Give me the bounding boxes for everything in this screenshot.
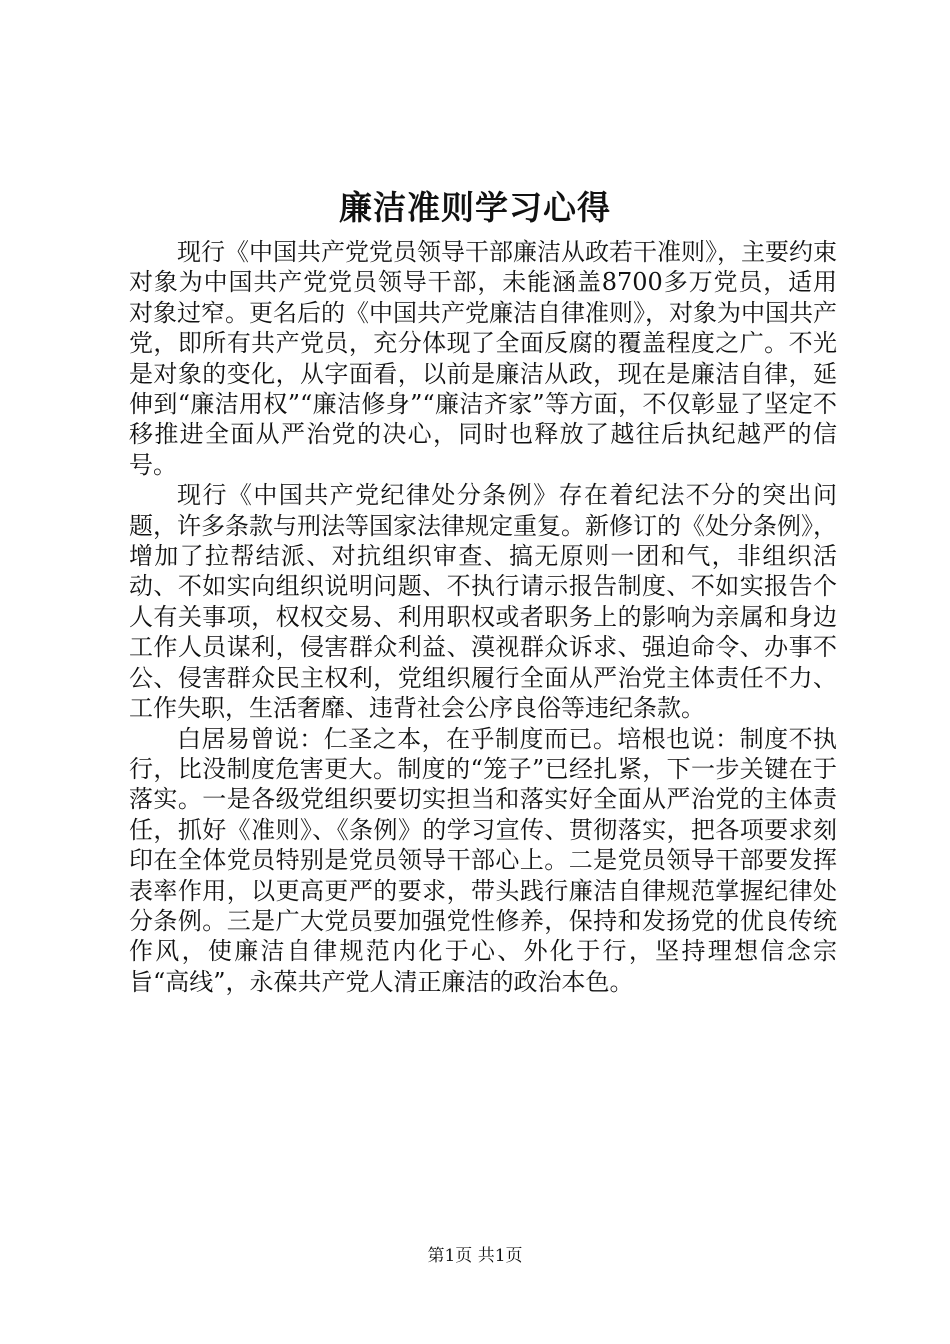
document-title: 廉洁准则学习心得	[339, 188, 611, 227]
document-body	[129, 237, 837, 997]
page-number-footer: 第1页 共1页	[427, 1246, 523, 1266]
paragraph-2: 现行《中国共产党纪律处分条例》存在着纪法不分的突出问题，许多条款与刑法等国家法律规定重复。新修订的《处分条例》，增加了拉帮结派、对抗组织审查、搞无原则一团和气，非组织活动、不如实向组织说明问题、不执行请示报告制度、不如实报告个人有关事项，权权交易、利用职权或者职务上的影响为亲属和身边工作人员谋利，侵害群众利益、漠视群众诉求、强迫命令、办事不公、侵害群众民主权利，党组织履行全面从严治党主体责任不力、工作失职，生活奢靡、违背社会公序良俗等违纪条款。	[129, 481, 837, 723]
paragraph-3: 白居易曾说：仁圣之本，在乎制度而已。培根也说：制度不执行，比没制度危害更大。制度的“笼子”已经扎紧，下一步关键在于落实。一是各级党组织要切实担当和落实好全面从严治党的主体责任，抓好《准则》、《条例》的学习宣传、贯彻落实，把各项要求刻印在全体党员特别是党员领导干部心上。二是党员领导干部要发挥表率作用，以更高更严的要求，带头践行廉洁自律规范掌握纪律处分条例。三是广大党员要加强党性修养，保持和发扬党的优良传统作风，使廉洁自律规范内化于心、外化于行，坚持理想信念宗旨“高线”，永葆共产党人清正廉洁的政治本色。	[129, 724, 837, 996]
paragraph-1: 现行《中国共产党党员领导干部廉洁从政若干准则》，主要约束对象为中国共产党党员领导干部，未能涵盖8700多万党员，适用对象过窄。更名后的《中国共产党廉洁自律准则》，对象为中国共产党，即所有共产党员，充分体现了全面反腐的覆盖程度之广。不光是对象的变化，从字面看，以前是廉洁从政，现在是廉洁自律，延伸到“廉洁用权”“廉洁修身”“廉洁齐家”等方面，不仅彰显了坚定不移推进全面从严治党的决心，同时也释放了越往后执纪越严的信号。	[129, 238, 837, 479]
